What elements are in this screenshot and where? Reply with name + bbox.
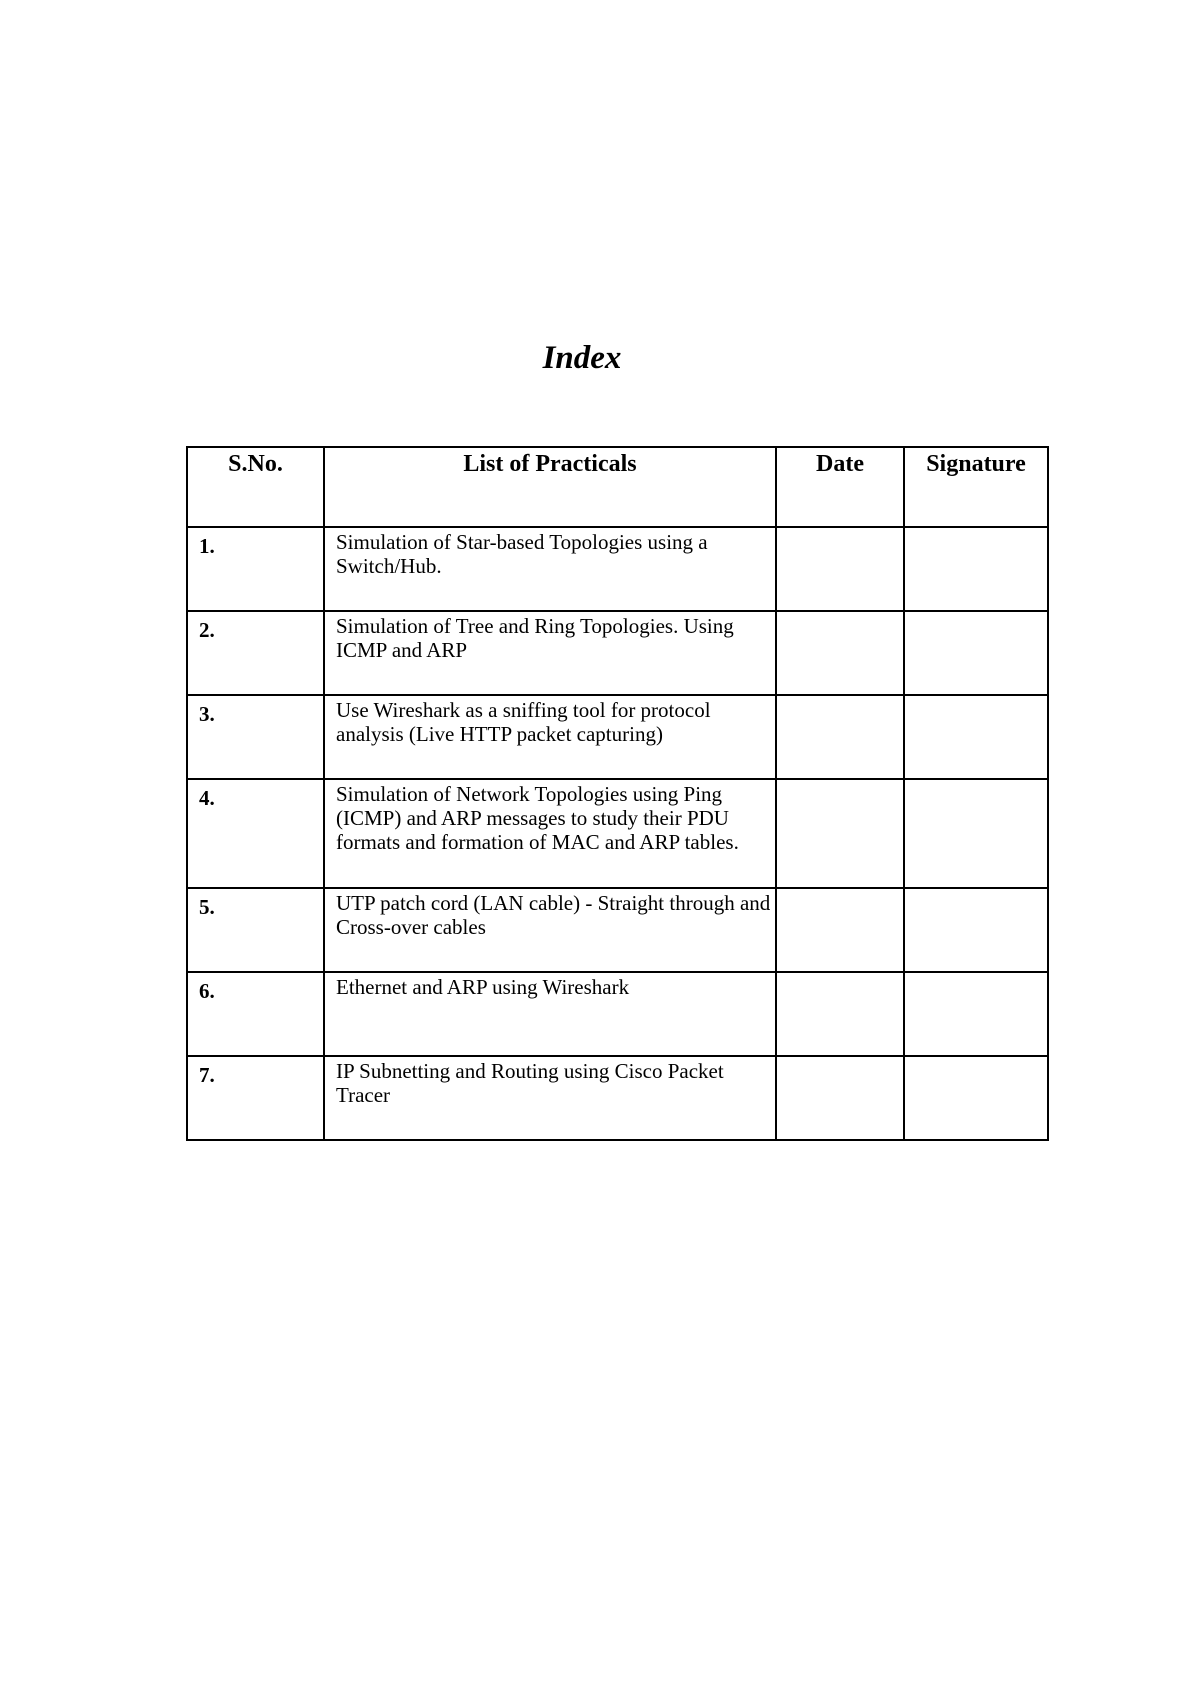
table-header-row <box>187 447 1048 527</box>
row-sno: 7. <box>187 1056 324 1140</box>
row-sno: 5. <box>187 888 324 972</box>
row-date-cell <box>776 972 904 1056</box>
row-signature-cell <box>904 611 1048 695</box>
row-practical: Use Wireshark as a sniffing tool for protocol analysis (Live HTTP packet capturing) <box>324 695 776 779</box>
page-title: Index <box>542 340 622 376</box>
table-row <box>187 695 1048 779</box>
header-list-of-practicals: List of Practicals <box>324 447 776 527</box>
row-signature-cell <box>904 888 1048 972</box>
row-sno: 1. <box>187 527 324 611</box>
table-row <box>187 1056 1048 1140</box>
header-sno: S.No. <box>187 447 324 527</box>
row-date-cell <box>776 611 904 695</box>
row-date-cell <box>776 695 904 779</box>
header-date: Date <box>776 447 904 527</box>
row-practical: Ethernet and ARP using Wireshark <box>324 972 776 1056</box>
row-sno: 2. <box>187 611 324 695</box>
row-signature-cell <box>904 779 1048 888</box>
row-practical: Simulation of Tree and Ring Topologies. Using ICMP and ARP <box>324 611 776 695</box>
header-signature: Signature <box>904 447 1048 527</box>
row-signature-cell <box>904 695 1048 779</box>
row-sno: 6. <box>187 972 324 1056</box>
row-date-cell <box>776 527 904 611</box>
row-signature-cell <box>904 1056 1048 1140</box>
row-practical: IP Subnetting and Routing using Cisco Packet Tracer <box>324 1056 776 1140</box>
row-practical: Simulation of Network Topologies using Ping (ICMP) and ARP messages to study their PDU formats and formation of MAC and ARP tables. <box>324 779 776 888</box>
practicals-index-table <box>186 446 1049 1141</box>
row-practical: UTP patch cord (LAN cable) - Straight through and Cross-over cables <box>324 888 776 972</box>
row-date-cell <box>776 1056 904 1140</box>
row-signature-cell <box>904 527 1048 611</box>
table-row <box>187 779 1048 888</box>
row-date-cell <box>776 779 904 888</box>
table-row <box>187 611 1048 695</box>
row-sno: 3. <box>187 695 324 779</box>
row-practical: Simulation of Star-based Topologies using a Switch/Hub. <box>324 527 776 611</box>
table-row <box>187 527 1048 611</box>
table-row <box>187 972 1048 1056</box>
row-date-cell <box>776 888 904 972</box>
table-row <box>187 888 1048 972</box>
row-sno: 4. <box>187 779 324 888</box>
row-signature-cell <box>904 972 1048 1056</box>
